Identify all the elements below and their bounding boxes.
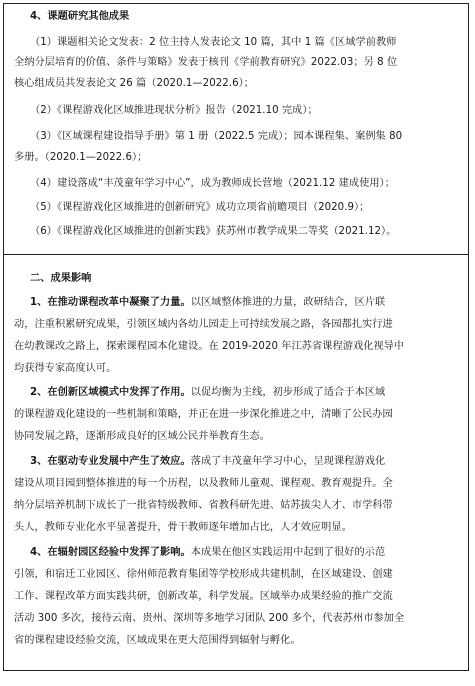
s4-item1-line3: 核心组成员共发表论文 26 篇（2020.1—2022.6）； [14,78,254,89]
para4-lead: 4、在辐射园区经验中发挥了影响。 [30,547,191,558]
para4-line3: 工作、课程改革方面实践共研，创新改革，科学发展。区域举办成果经验的推广交流 [14,591,393,602]
para3-line3: 纳分层培养机制下成长了一批省特级教师、省教科研先进、姑苏拔尖人才、市学科带 [14,500,393,511]
para1-lead: 1、在推动课程改革中凝聚了力量。 [30,297,191,308]
para4-line5: 省的课程建设经验交流，区域成果在更大范围得到辐射与孵化。 [14,635,301,646]
para3-lead: 3、在驱动专业发展中产生了效应。 [30,456,191,467]
para3-first-rest: 落成了丰茂童年学习中心，呈现课程游戏化 [190,456,386,467]
para3-line2: 建设从项目园到整体推进的每一个历程，以及教师儿童观、课程观、教育观提升。全 [14,478,393,489]
para1-line4: 均获得专家高度认可。 [14,363,117,374]
s4-item2-line1: （2）《课程游戏化区域推进现状分析》报告（2021.10 完成）； [30,105,318,116]
para4-line4: 活动 300 多次，接待云南、贵州、深圳等多地学习团队 200 多个，代表苏州市参加全 [14,613,405,624]
s4-item4-line1: （4）建设落成“丰茂童年学习中心”，成为教师成长营地（2021.12 建成使用）； [30,178,395,189]
para1-line2: 动，注重积累研究成果，引领区域内各幼儿园走上可持续发展之路，各园都扎实行进 [14,319,393,330]
s4-item3-line1: （3）《区域课程建设指导手册》第 1 册（2022.5 完成）；园本课程集、案例集 80 [30,131,403,142]
para2-lead: 2、在创新区域模式中发挥了作用。 [30,387,191,398]
para1-line3: 在幼教课改之路上，探索课程园本化建设。在 2019-2020 年江苏省课程游戏化视导中 [14,341,405,352]
para1-first-line [30,296,385,310]
para4-first-line [30,546,385,560]
cell-divider [3,254,469,255]
s4-item3-line2: 多册。（2020.1—2022.6）； [14,152,148,163]
para2-first-line [30,386,385,400]
s4-item5-line1: （5）《课程游戏化区域推进的创新研究》成功立项省前瞻项目（2020.9）； [30,202,370,213]
para1-first-rest: 以区域整体推进的力量，政研结合，区片联 [190,297,386,308]
para2-line2: 的课程游戏化建设的一些机制和策略，并正在进一步深化推进之中，清晰了公民办园 [14,409,393,420]
section4-heading: 4、课题研究其他成果 [30,11,130,22]
para3-first-line [30,455,385,469]
para2-first-rest: 以促均衡为主线，初步形成了适合于本区域 [190,387,386,398]
s4-item6-line1: （6）《课程游戏化区域推进的创新实践》获苏州市教学成果二等奖（2021.12）。 [30,226,397,237]
para2-line3: 协同发展之路，逐渐形成良好的区域公民并举教育生态。 [14,431,270,442]
s4-item1-line1: （1）课题相关论文发表：2 位主持人发表论文 10 篇，其中 1 篇《区域学前教师 [30,37,397,48]
para3-line4: 头人，教师专业化水平显著提升，骨干教师逐年增加占比，人才效应明显。 [14,522,352,533]
para4-line2: 引领，和宿迁工业园区、徐州师范教育集团等学校形成共建机制，在区域建设、创建 [14,569,393,580]
section2-heading: 二、成果影响 [30,273,92,284]
s4-item1-line2: 全纳分层培育的价值、条件与策略》发表于核刊《学前教育研究》2022.03；另 8 位 [14,57,398,68]
para4-first-rest: 本成果在他区实践运用中起到了很好的示范 [190,547,386,558]
